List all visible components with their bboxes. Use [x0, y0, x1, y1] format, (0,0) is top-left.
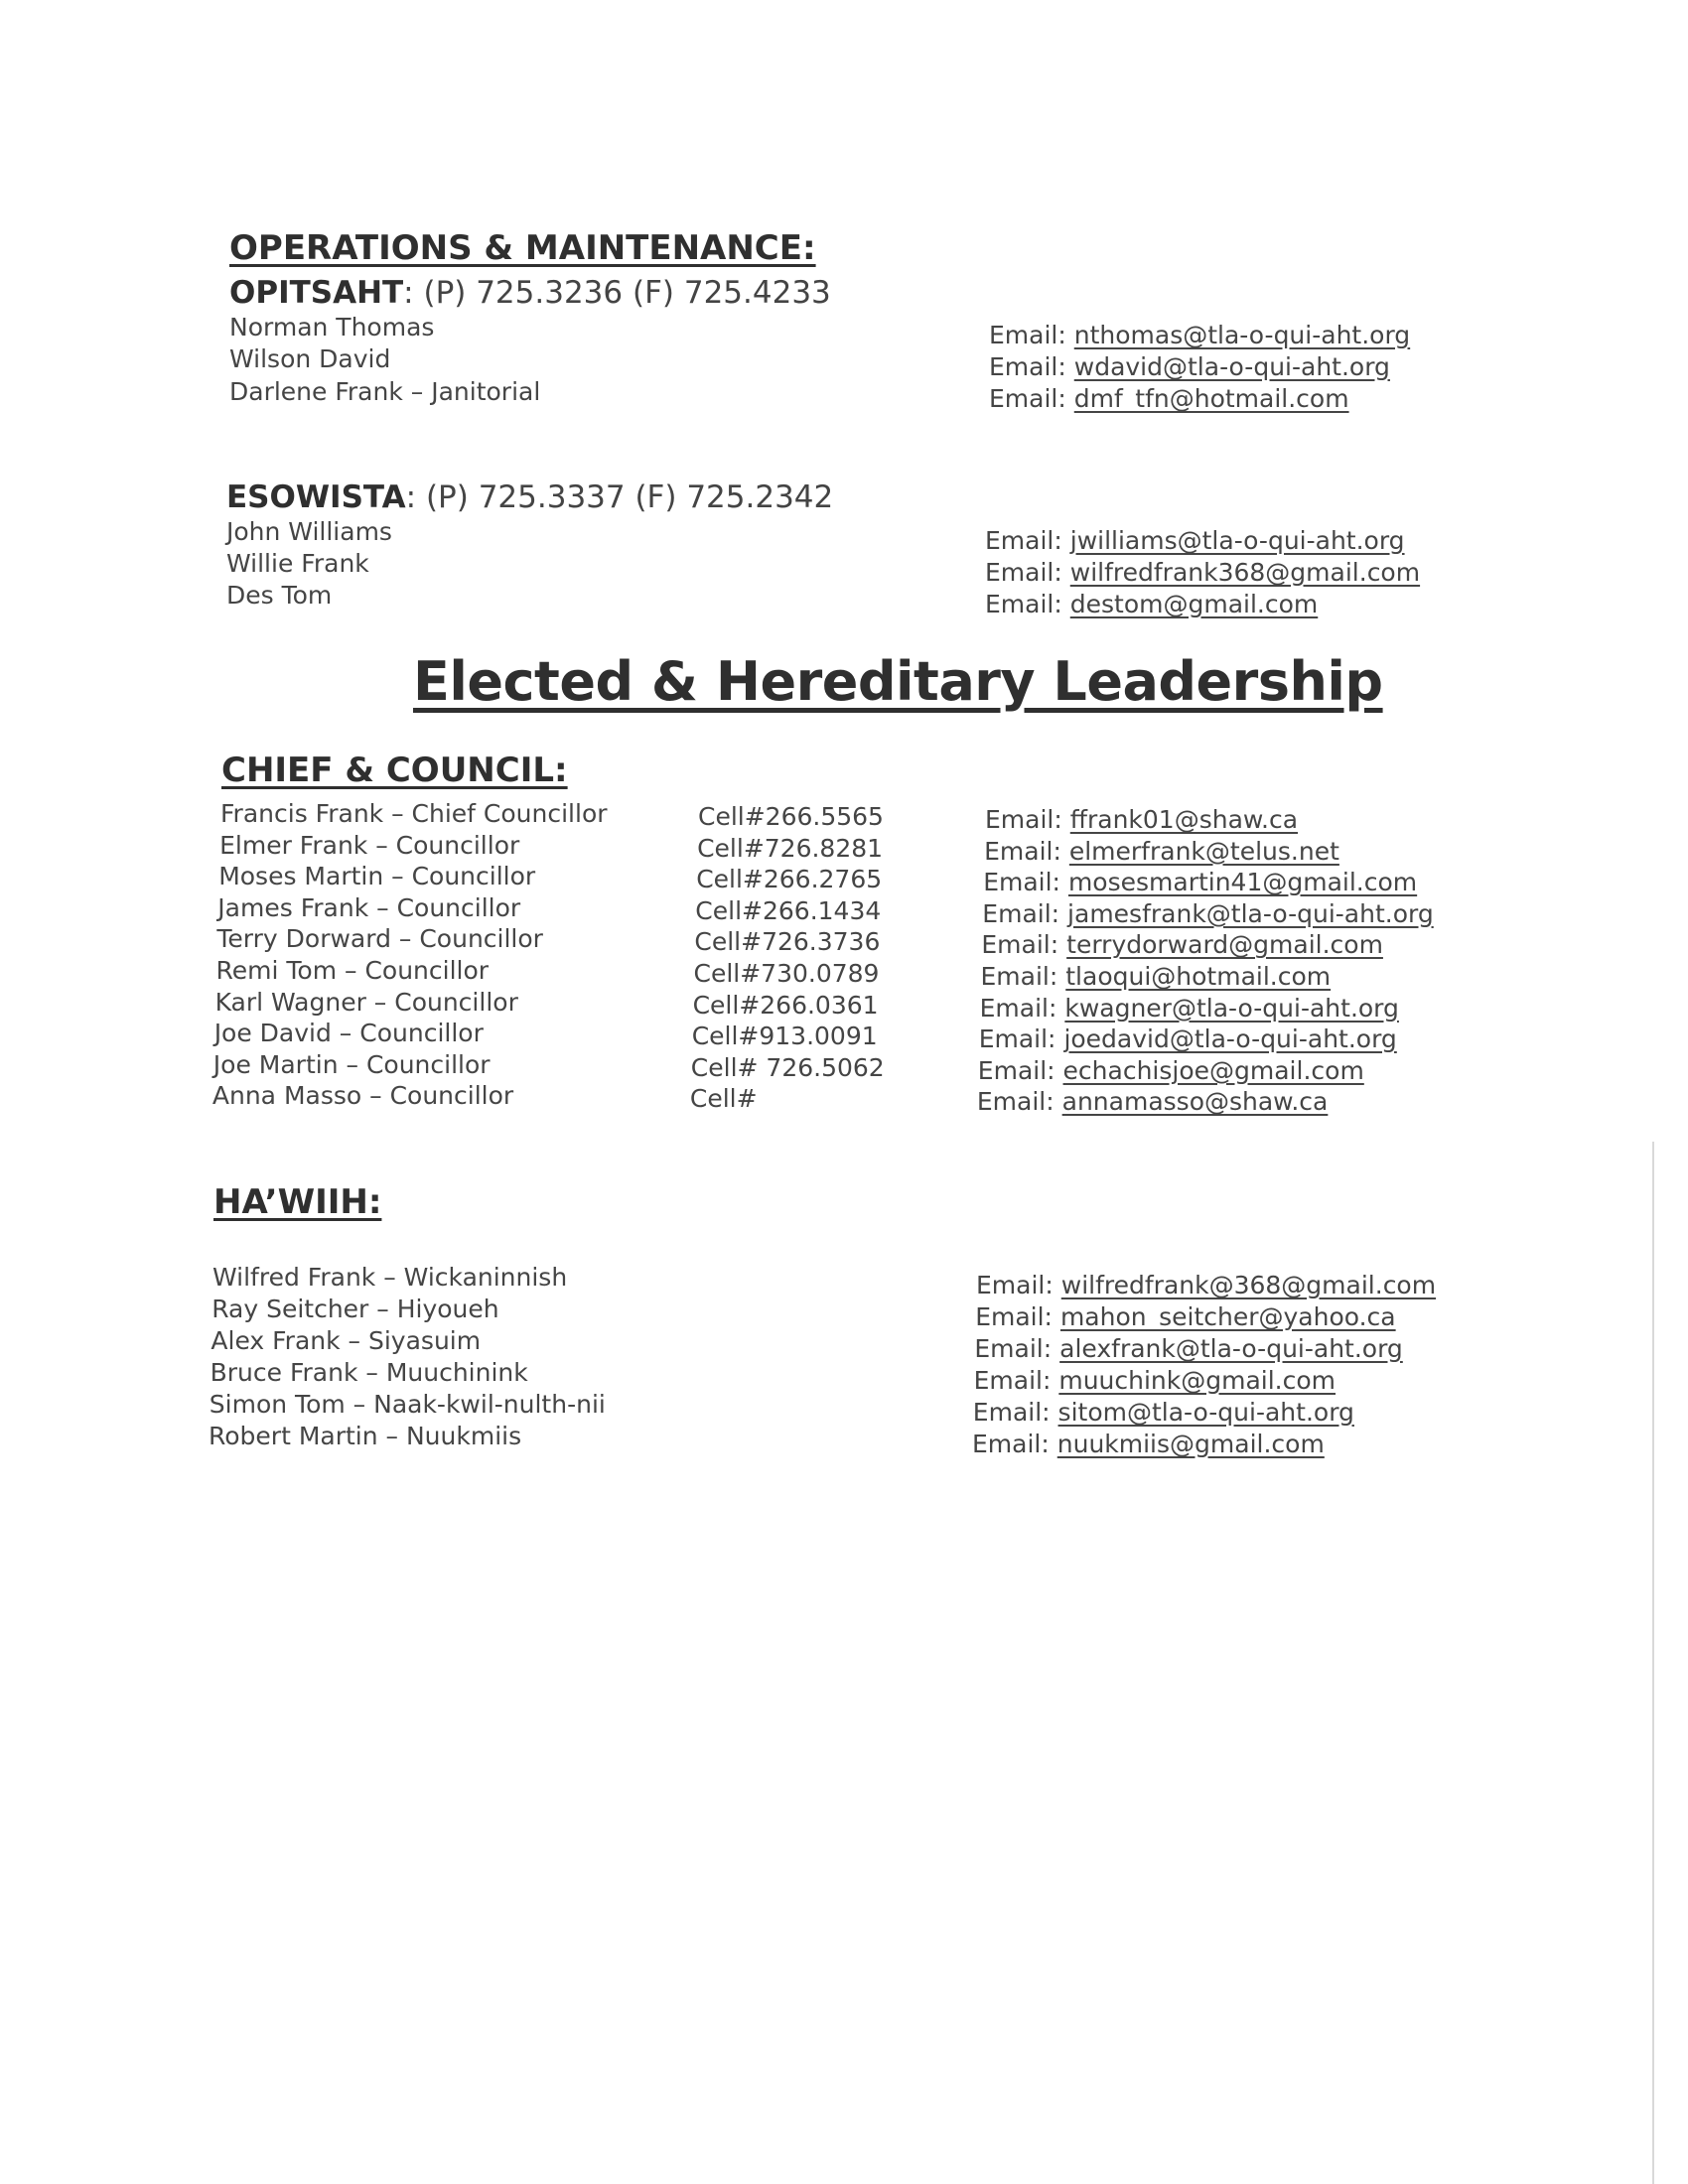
leadership-title: Elected & Hereditary Leadership: [413, 650, 1383, 713]
email-link[interactable]: annamasso@shaw.ca: [1061, 1087, 1329, 1117]
email-link[interactable]: mosesmartin41@gmail.com: [1067, 868, 1418, 897]
email-label: Email:: [982, 898, 1060, 928]
council-member-email: [983, 868, 1417, 896]
esowista-name: ESOWISTA: [226, 479, 406, 515]
email-link[interactable]: wilfredfrank368@gmail.com: [1069, 558, 1421, 587]
email-label: Email:: [983, 868, 1060, 897]
council-member-cell: Cell#726.3736: [694, 927, 881, 957]
council-member-email: [978, 1056, 1364, 1085]
council-member-email: [981, 962, 1332, 991]
email-link[interactable]: wdavid@tla-o-qui-aht.org: [1073, 352, 1390, 381]
email-link[interactable]: joedavid@tla-o-qui-aht.org: [1063, 1024, 1397, 1054]
opitsaht-email-3: [989, 384, 1349, 413]
email-label: Email:: [976, 1271, 1054, 1299]
hawiih-member-email: [972, 1430, 1325, 1458]
email-link[interactable]: muuchink@gmail.com: [1058, 1366, 1336, 1395]
email-link[interactable]: jamesfrank@tla-o-qui-aht.org: [1067, 898, 1434, 928]
hawiih-member-email: [975, 1302, 1395, 1331]
council-member-name: Elmer Frank – Councillor: [219, 830, 520, 860]
council-member-cell: Cell#266.5565: [698, 802, 884, 831]
council-member-email: [981, 930, 1383, 959]
council-member-name: Karl Wagner – Councillor: [214, 987, 518, 1017]
opitsaht-phone: : (P) 725.3236 (F) 725.4233: [403, 275, 831, 311]
email-link[interactable]: dmf_tfn@hotmail.com: [1073, 384, 1349, 413]
email-link[interactable]: terrydorward@gmail.com: [1066, 930, 1383, 960]
council-member-cell: Cell#730.0789: [693, 959, 880, 988]
council-member-email: [984, 837, 1339, 866]
email-label: Email:: [985, 805, 1062, 834]
opitsaht-staff-1: Norman Thomas: [229, 313, 435, 341]
email-link[interactable]: ffrank01@shaw.ca: [1069, 805, 1299, 834]
email-link[interactable]: elmerfrank@telus.net: [1068, 836, 1339, 866]
email-label: Email:: [989, 321, 1066, 349]
hawiih-member-email: [974, 1366, 1336, 1395]
email-link[interactable]: wilfredfrank@368@gmail.com: [1060, 1271, 1437, 1299]
scan-edge: [1652, 1142, 1654, 2184]
hawiih-heading: HA’WIIH:: [213, 1182, 382, 1222]
esowista-staff-3: Des Tom: [226, 581, 333, 610]
opitsaht-line: [229, 275, 831, 311]
hawiih-member-email: [973, 1398, 1354, 1427]
email-label: Email:: [985, 590, 1062, 618]
email-link[interactable]: tlaoqui@hotmail.com: [1065, 962, 1332, 991]
council-member-name: Moses Martin – Councillor: [218, 862, 536, 891]
email-link[interactable]: nuukmiis@gmail.com: [1056, 1430, 1325, 1458]
hawiih-member-name: Simon Tom – Naak-kwil-nulth-nii: [209, 1390, 606, 1419]
email-label: Email:: [981, 930, 1059, 960]
esowista-staff-1: John Williams: [226, 517, 392, 546]
council-member-name: Joe David – Councillor: [213, 1019, 484, 1048]
email-link[interactable]: jwilliams@tla-o-qui-aht.org: [1069, 526, 1405, 555]
council-member-cell: Cell#266.2765: [696, 865, 883, 894]
email-link[interactable]: nthomas@tla-o-qui-aht.org: [1073, 321, 1411, 349]
hawiih-member-email: [974, 1334, 1402, 1363]
hawiih-member-name: Robert Martin – Nuukmiis: [209, 1422, 522, 1450]
email-label: Email:: [978, 1024, 1056, 1054]
email-label: Email:: [975, 1302, 1053, 1331]
email-label: Email:: [984, 836, 1061, 866]
email-link[interactable]: destom@gmail.com: [1069, 590, 1319, 618]
esowista-email-3: [985, 590, 1318, 618]
council-member-cell: Cell#726.8281: [697, 833, 884, 863]
hawiih-member-name: Alex Frank – Siyasuim: [211, 1326, 482, 1355]
council-member-name: Francis Frank – Chief Councillor: [220, 799, 608, 828]
email-label: Email:: [973, 1366, 1052, 1395]
esowista-phone: : (P) 725.3337 (F) 725.2342: [405, 479, 834, 515]
council-member-name: Anna Masso – Councillor: [211, 1081, 514, 1111]
email-label: Email:: [977, 1055, 1055, 1085]
hawiih-member-name: Ray Seitcher – Hiyoueh: [211, 1295, 499, 1323]
email-link[interactable]: alexfrank@tla-o-qui-aht.org: [1059, 1334, 1403, 1363]
council-member-cell: Cell#913.0091: [691, 1022, 878, 1051]
opitsaht-email-2: [989, 352, 1390, 381]
council-member-email: [980, 994, 1399, 1023]
email-label: Email:: [989, 384, 1066, 413]
email-link[interactable]: echachisjoe@gmail.com: [1062, 1055, 1364, 1085]
opitsaht-staff-2: Wilson David: [229, 344, 391, 373]
email-label: Email:: [980, 962, 1058, 991]
email-label: Email:: [985, 526, 1062, 555]
email-label: Email:: [989, 352, 1066, 381]
opitsaht-email-1: [989, 321, 1410, 349]
operations-heading: OPERATIONS & MAINTENANCE:: [229, 228, 816, 268]
council-member-name: Remi Tom – Councillor: [215, 956, 490, 985]
email-label: Email:: [976, 1087, 1055, 1117]
email-link[interactable]: mahon_seitcher@yahoo.ca: [1059, 1302, 1396, 1331]
email-label: Email:: [985, 558, 1062, 587]
council-member-email: [977, 1087, 1328, 1116]
opitsaht-staff-3: Darlene Frank – Janitorial: [229, 377, 541, 406]
email-link[interactable]: sitom@tla-o-qui-aht.org: [1057, 1398, 1354, 1427]
council-heading: CHIEF & COUNCIL:: [221, 751, 568, 790]
hawiih-member-email: [976, 1271, 1436, 1299]
opitsaht-name: OPITSAHT: [229, 275, 404, 311]
council-member-cell: Cell#266.1434: [695, 895, 882, 925]
council-member-email: [982, 899, 1433, 928]
esowista-email-2: [985, 558, 1420, 587]
council-member-email: [985, 805, 1298, 834]
esowista-line: [226, 479, 833, 515]
email-label: Email:: [972, 1430, 1050, 1458]
hawiih-member-name: Bruce Frank – Muuchinink: [210, 1358, 528, 1387]
hawiih-member-name: Wilfred Frank – Wickaninnish: [212, 1263, 568, 1292]
council-member-name: Joe Martin – Councillor: [212, 1049, 491, 1079]
council-member-name: James Frank – Councillor: [217, 892, 521, 922]
esowista-email-1: [985, 526, 1405, 555]
council-member-cell: Cell#: [689, 1084, 758, 1114]
esowista-staff-2: Willie Frank: [226, 549, 369, 578]
email-label: Email:: [979, 993, 1057, 1023]
email-label: Email:: [972, 1398, 1051, 1427]
council-member-email: [979, 1024, 1397, 1053]
email-link[interactable]: kwagner@tla-o-qui-aht.org: [1064, 993, 1399, 1023]
council-member-cell: Cell# 726.5062: [690, 1052, 885, 1082]
email-label: Email:: [974, 1334, 1053, 1363]
council-member-cell: Cell#266.0361: [692, 990, 879, 1020]
council-member-name: Terry Dorward – Councillor: [216, 924, 543, 954]
